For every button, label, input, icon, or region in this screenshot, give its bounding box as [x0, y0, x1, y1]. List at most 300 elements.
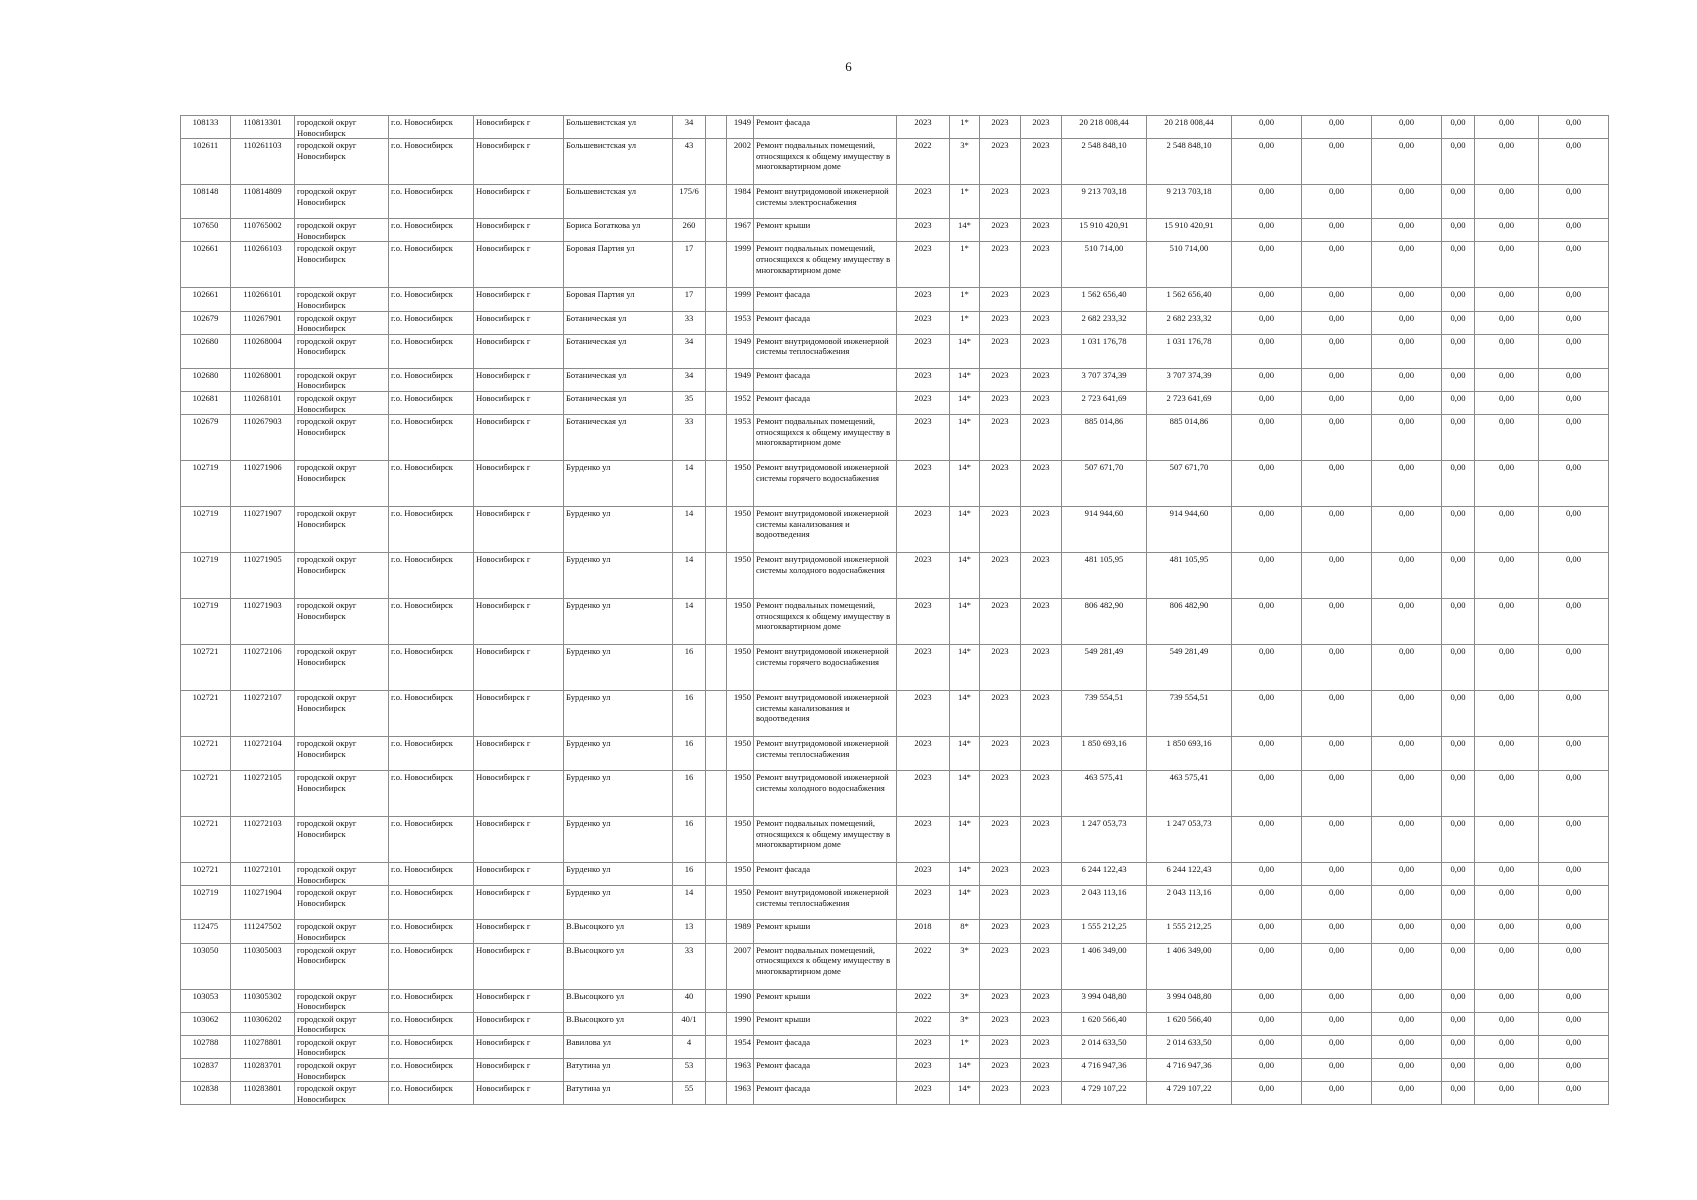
amount-cell-1: 0,00: [1232, 219, 1302, 242]
municipality-cell: городской округ Новосибирск: [295, 116, 389, 139]
amount-cell-3: 0,00: [1372, 415, 1442, 461]
amount-cell-3: 0,00: [1372, 507, 1442, 553]
amount-cell-5: 0,00: [1475, 334, 1539, 368]
house-id-cell: 102681: [181, 391, 231, 414]
amount-cell-1: 0,00: [1232, 1035, 1302, 1058]
building-cell: [706, 920, 727, 943]
work-id-cell: 110814809: [231, 185, 295, 219]
amount-cell-4: 0,00: [1442, 920, 1475, 943]
house-id-cell: 103050: [181, 943, 231, 989]
house-number-cell: 17: [673, 242, 706, 288]
amount-cell-3: 0,00: [1372, 817, 1442, 863]
work-id-cell: 110271905: [231, 553, 295, 599]
table-row: [181, 1012, 1609, 1035]
municipality-cell: городской округ Новосибирск: [295, 886, 389, 920]
amount-cell-6: 0,00: [1539, 943, 1609, 989]
building-cell: [706, 139, 727, 185]
end-year-cell: 2023: [1021, 943, 1062, 989]
house-id-cell: 102679: [181, 311, 231, 334]
year-built-cell: 1950: [727, 863, 754, 886]
house-number-cell: 16: [673, 645, 706, 691]
district-cell: г.о. Новосибирск: [389, 507, 474, 553]
start-year-cell: 2023: [980, 691, 1021, 737]
cost-total-cell: 1 850 693,16: [1062, 737, 1147, 771]
end-year-cell: 2023: [1021, 817, 1062, 863]
cost-fund-cell: 507 671,70: [1147, 461, 1232, 507]
work-id-cell: 110271906: [231, 461, 295, 507]
planned-year-cell: 2023: [897, 1059, 950, 1082]
amount-cell-4: 0,00: [1442, 139, 1475, 185]
amount-cell-1: 0,00: [1232, 185, 1302, 219]
amount-cell-5: 0,00: [1475, 288, 1539, 311]
work-type-cell: Ремонт фасада: [754, 1059, 897, 1082]
work-type-cell: Ремонт крыши: [754, 219, 897, 242]
work-id-cell: 110271904: [231, 886, 295, 920]
amount-cell-4: 0,00: [1442, 886, 1475, 920]
amount-cell-2: 0,00: [1302, 1059, 1372, 1082]
amount-cell-6: 0,00: [1539, 139, 1609, 185]
municipality-cell: городской округ Новосибирск: [295, 415, 389, 461]
reason-cell: 3*: [950, 139, 980, 185]
house-id-cell: 112475: [181, 920, 231, 943]
end-year-cell: 2023: [1021, 599, 1062, 645]
table-row: [181, 817, 1609, 863]
start-year-cell: 2023: [980, 1082, 1021, 1105]
amount-cell-4: 0,00: [1442, 1082, 1475, 1105]
end-year-cell: 2023: [1021, 1082, 1062, 1105]
amount-cell-5: 0,00: [1475, 415, 1539, 461]
settlement-cell: Новосибирск г: [474, 886, 564, 920]
year-built-cell: 2002: [727, 139, 754, 185]
start-year-cell: 2023: [980, 771, 1021, 817]
work-id-cell: 110813301: [231, 116, 295, 139]
start-year-cell: 2023: [980, 737, 1021, 771]
table-row: [181, 645, 1609, 691]
amount-cell-5: 0,00: [1475, 507, 1539, 553]
reason-cell: 14*: [950, 863, 980, 886]
amount-cell-4: 0,00: [1442, 691, 1475, 737]
year-built-cell: 1963: [727, 1082, 754, 1105]
street-cell: Бурденко ул: [564, 599, 673, 645]
amount-cell-4: 0,00: [1442, 771, 1475, 817]
building-cell: [706, 242, 727, 288]
district-cell: г.о. Новосибирск: [389, 691, 474, 737]
table-row: [181, 507, 1609, 553]
settlement-cell: Новосибирск г: [474, 920, 564, 943]
street-cell: В.Высоцкого ул: [564, 920, 673, 943]
work-type-cell: Ремонт внутридомовой инженерной системы горячего водоснабжения: [754, 645, 897, 691]
work-type-cell: Ремонт подвальных помещений, относящихся к общему имуществу в многоквартирном доме: [754, 599, 897, 645]
work-id-cell: 110278801: [231, 1035, 295, 1058]
cost-fund-cell: 1 850 693,16: [1147, 737, 1232, 771]
street-cell: Боровая Партия ул: [564, 288, 673, 311]
building-cell: [706, 185, 727, 219]
cost-fund-cell: 2 014 633,50: [1147, 1035, 1232, 1058]
cost-fund-cell: 914 944,60: [1147, 507, 1232, 553]
work-type-cell: Ремонт фасада: [754, 863, 897, 886]
house-id-cell: 108133: [181, 116, 231, 139]
cost-total-cell: 3 707 374,39: [1062, 368, 1147, 391]
table-row: [181, 242, 1609, 288]
amount-cell-3: 0,00: [1372, 886, 1442, 920]
settlement-cell: Новосибирск г: [474, 116, 564, 139]
amount-cell-3: 0,00: [1372, 920, 1442, 943]
house-number-cell: 43: [673, 139, 706, 185]
district-cell: г.о. Новосибирск: [389, 863, 474, 886]
reason-cell: 14*: [950, 415, 980, 461]
table-row: [181, 116, 1609, 139]
table-row: [181, 311, 1609, 334]
end-year-cell: 2023: [1021, 415, 1062, 461]
settlement-cell: Новосибирск г: [474, 242, 564, 288]
cost-fund-cell: 885 014,86: [1147, 415, 1232, 461]
cost-total-cell: 885 014,86: [1062, 415, 1147, 461]
street-cell: В.Высоцкого ул: [564, 943, 673, 989]
amount-cell-4: 0,00: [1442, 645, 1475, 691]
house-id-cell: 102837: [181, 1059, 231, 1082]
amount-cell-4: 0,00: [1442, 288, 1475, 311]
municipality-cell: городской округ Новосибирск: [295, 599, 389, 645]
amount-cell-5: 0,00: [1475, 645, 1539, 691]
amount-cell-6: 0,00: [1539, 219, 1609, 242]
street-cell: Бурденко ул: [564, 553, 673, 599]
street-cell: Бурденко ул: [564, 817, 673, 863]
year-built-cell: 1949: [727, 368, 754, 391]
amount-cell-5: 0,00: [1475, 139, 1539, 185]
reason-cell: 14*: [950, 886, 980, 920]
amount-cell-2: 0,00: [1302, 1035, 1372, 1058]
municipality-cell: городской округ Новосибирск: [295, 391, 389, 414]
cost-fund-cell: 6 244 122,43: [1147, 863, 1232, 886]
house-number-cell: 53: [673, 1059, 706, 1082]
cost-total-cell: 507 671,70: [1062, 461, 1147, 507]
work-id-cell: 110268004: [231, 334, 295, 368]
reason-cell: 14*: [950, 771, 980, 817]
cost-total-cell: 1 555 212,25: [1062, 920, 1147, 943]
start-year-cell: 2023: [980, 368, 1021, 391]
table-row: [181, 288, 1609, 311]
cost-total-cell: 1 406 349,00: [1062, 943, 1147, 989]
planned-year-cell: 2023: [897, 553, 950, 599]
amount-cell-1: 0,00: [1232, 817, 1302, 863]
work-type-cell: Ремонт внутридомовой инженерной системы электроснабжения: [754, 185, 897, 219]
amount-cell-5: 0,00: [1475, 553, 1539, 599]
amount-cell-1: 0,00: [1232, 415, 1302, 461]
table-row: [181, 1035, 1609, 1058]
amount-cell-2: 0,00: [1302, 219, 1372, 242]
amount-cell-4: 0,00: [1442, 334, 1475, 368]
house-id-cell: 102788: [181, 1035, 231, 1058]
table-row: [181, 461, 1609, 507]
house-id-cell: 102721: [181, 737, 231, 771]
work-type-cell: Ремонт крыши: [754, 989, 897, 1012]
planned-year-cell: 2023: [897, 1035, 950, 1058]
amount-cell-1: 0,00: [1232, 737, 1302, 771]
street-cell: Ботаническая ул: [564, 334, 673, 368]
year-built-cell: 1990: [727, 989, 754, 1012]
house-number-cell: 13: [673, 920, 706, 943]
planned-year-cell: 2023: [897, 334, 950, 368]
year-built-cell: 2007: [727, 943, 754, 989]
house-id-cell: 102719: [181, 461, 231, 507]
house-id-cell: 102661: [181, 242, 231, 288]
work-id-cell: 110272105: [231, 771, 295, 817]
amount-cell-2: 0,00: [1302, 139, 1372, 185]
amount-cell-5: 0,00: [1475, 242, 1539, 288]
start-year-cell: 2023: [980, 139, 1021, 185]
building-cell: [706, 599, 727, 645]
planned-year-cell: 2023: [897, 691, 950, 737]
house-id-cell: 102680: [181, 368, 231, 391]
municipality-cell: городской округ Новосибирск: [295, 461, 389, 507]
work-id-cell: 110271907: [231, 507, 295, 553]
table-row: [181, 1059, 1609, 1082]
reason-cell: 3*: [950, 1012, 980, 1035]
cost-total-cell: 4 729 107,22: [1062, 1082, 1147, 1105]
settlement-cell: Новосибирск г: [474, 368, 564, 391]
amount-cell-4: 0,00: [1442, 1059, 1475, 1082]
amount-cell-6: 0,00: [1539, 368, 1609, 391]
amount-cell-6: 0,00: [1539, 391, 1609, 414]
street-cell: Ботаническая ул: [564, 415, 673, 461]
street-cell: Большевистская ул: [564, 139, 673, 185]
work-type-cell: Ремонт крыши: [754, 920, 897, 943]
amount-cell-2: 0,00: [1302, 737, 1372, 771]
work-id-cell: 110266103: [231, 242, 295, 288]
district-cell: г.о. Новосибирск: [389, 311, 474, 334]
building-cell: [706, 415, 727, 461]
municipality-cell: городской округ Новосибирск: [295, 507, 389, 553]
reason-cell: 14*: [950, 461, 980, 507]
amount-cell-1: 0,00: [1232, 242, 1302, 288]
amount-cell-5: 0,00: [1475, 1012, 1539, 1035]
amount-cell-5: 0,00: [1475, 817, 1539, 863]
district-cell: г.о. Новосибирск: [389, 1082, 474, 1105]
street-cell: Бурденко ул: [564, 645, 673, 691]
amount-cell-1: 0,00: [1232, 116, 1302, 139]
cost-total-cell: 2 548 848,10: [1062, 139, 1147, 185]
planned-year-cell: 2023: [897, 817, 950, 863]
house-id-cell: 107650: [181, 219, 231, 242]
amount-cell-5: 0,00: [1475, 391, 1539, 414]
end-year-cell: 2023: [1021, 691, 1062, 737]
amount-cell-1: 0,00: [1232, 691, 1302, 737]
street-cell: Боровая Партия ул: [564, 242, 673, 288]
amount-cell-1: 0,00: [1232, 771, 1302, 817]
house-number-cell: 35: [673, 391, 706, 414]
district-cell: г.о. Новосибирск: [389, 139, 474, 185]
municipality-cell: городской округ Новосибирск: [295, 368, 389, 391]
building-cell: [706, 461, 727, 507]
reason-cell: 3*: [950, 989, 980, 1012]
amount-cell-3: 0,00: [1372, 311, 1442, 334]
municipality-cell: городской округ Новосибирск: [295, 920, 389, 943]
district-cell: г.о. Новосибирск: [389, 771, 474, 817]
year-built-cell: 1950: [727, 737, 754, 771]
amount-cell-4: 0,00: [1442, 1012, 1475, 1035]
house-number-cell: 16: [673, 737, 706, 771]
amount-cell-4: 0,00: [1442, 461, 1475, 507]
house-number-cell: 16: [673, 771, 706, 817]
year-built-cell: 1949: [727, 334, 754, 368]
reason-cell: 14*: [950, 507, 980, 553]
amount-cell-1: 0,00: [1232, 507, 1302, 553]
work-type-cell: Ремонт фасада: [754, 288, 897, 311]
settlement-cell: Новосибирск г: [474, 139, 564, 185]
amount-cell-2: 0,00: [1302, 242, 1372, 288]
reason-cell: 14*: [950, 645, 980, 691]
amount-cell-2: 0,00: [1302, 645, 1372, 691]
start-year-cell: 2023: [980, 311, 1021, 334]
settlement-cell: Новосибирск г: [474, 461, 564, 507]
start-year-cell: 2023: [980, 989, 1021, 1012]
reason-cell: 1*: [950, 311, 980, 334]
district-cell: г.о. Новосибирск: [389, 415, 474, 461]
reason-cell: 14*: [950, 817, 980, 863]
amount-cell-6: 0,00: [1539, 645, 1609, 691]
building-cell: [706, 691, 727, 737]
amount-cell-2: 0,00: [1302, 461, 1372, 507]
amount-cell-4: 0,00: [1442, 989, 1475, 1012]
year-built-cell: 1999: [727, 288, 754, 311]
amount-cell-5: 0,00: [1475, 863, 1539, 886]
cost-fund-cell: 2 548 848,10: [1147, 139, 1232, 185]
building-cell: [706, 1012, 727, 1035]
settlement-cell: Новосибирск г: [474, 691, 564, 737]
house-id-cell: 102838: [181, 1082, 231, 1105]
start-year-cell: 2023: [980, 507, 1021, 553]
amount-cell-4: 0,00: [1442, 185, 1475, 219]
cost-total-cell: 9 213 703,18: [1062, 185, 1147, 219]
street-cell: Большевистская ул: [564, 116, 673, 139]
settlement-cell: Новосибирск г: [474, 288, 564, 311]
municipality-cell: городской округ Новосибирск: [295, 737, 389, 771]
work-type-cell: Ремонт внутридомовой инженерной системы теплоснабжения: [754, 886, 897, 920]
amount-cell-2: 0,00: [1302, 185, 1372, 219]
end-year-cell: 2023: [1021, 116, 1062, 139]
settlement-cell: Новосибирск г: [474, 1059, 564, 1082]
end-year-cell: 2023: [1021, 645, 1062, 691]
amount-cell-6: 0,00: [1539, 185, 1609, 219]
amount-cell-6: 0,00: [1539, 507, 1609, 553]
amount-cell-4: 0,00: [1442, 415, 1475, 461]
work-type-cell: Ремонт внутридомовой инженерной системы канализования и водоотведения: [754, 691, 897, 737]
house-number-cell: 34: [673, 334, 706, 368]
municipality-cell: городской округ Новосибирск: [295, 311, 389, 334]
work-id-cell: 110268101: [231, 391, 295, 414]
district-cell: г.о. Новосибирск: [389, 185, 474, 219]
page-number: 6: [845, 59, 852, 74]
start-year-cell: 2023: [980, 886, 1021, 920]
street-cell: Бориса Богаткова ул: [564, 219, 673, 242]
planned-year-cell: 2023: [897, 886, 950, 920]
work-type-cell: Ремонт фасада: [754, 1082, 897, 1105]
amount-cell-6: 0,00: [1539, 415, 1609, 461]
house-number-cell: 40/1: [673, 1012, 706, 1035]
house-number-cell: 34: [673, 368, 706, 391]
amount-cell-4: 0,00: [1442, 553, 1475, 599]
building-cell: [706, 368, 727, 391]
work-id-cell: 110272103: [231, 817, 295, 863]
start-year-cell: 2023: [980, 863, 1021, 886]
cost-total-cell: 3 994 048,80: [1062, 989, 1147, 1012]
settlement-cell: Новосибирск г: [474, 817, 564, 863]
amount-cell-5: 0,00: [1475, 943, 1539, 989]
year-built-cell: 1954: [727, 1035, 754, 1058]
work-id-cell: 110267903: [231, 415, 295, 461]
amount-cell-5: 0,00: [1475, 737, 1539, 771]
amount-cell-4: 0,00: [1442, 737, 1475, 771]
settlement-cell: Новосибирск г: [474, 507, 564, 553]
amount-cell-5: 0,00: [1475, 116, 1539, 139]
cost-fund-cell: 739 554,51: [1147, 691, 1232, 737]
district-cell: г.о. Новосибирск: [389, 553, 474, 599]
building-cell: [706, 817, 727, 863]
street-cell: Вавилова ул: [564, 1035, 673, 1058]
cost-fund-cell: 2 043 113,16: [1147, 886, 1232, 920]
amount-cell-3: 0,00: [1372, 863, 1442, 886]
amount-cell-3: 0,00: [1372, 599, 1442, 645]
amount-cell-3: 0,00: [1372, 368, 1442, 391]
house-number-cell: 175/6: [673, 185, 706, 219]
amount-cell-2: 0,00: [1302, 415, 1372, 461]
house-id-cell: 102721: [181, 817, 231, 863]
amount-cell-3: 0,00: [1372, 334, 1442, 368]
planned-year-cell: 2023: [897, 645, 950, 691]
start-year-cell: 2023: [980, 415, 1021, 461]
amount-cell-1: 0,00: [1232, 886, 1302, 920]
planned-year-cell: 2022: [897, 989, 950, 1012]
district-cell: г.о. Новосибирск: [389, 116, 474, 139]
work-type-cell: Ремонт подвальных помещений, относящихся к общему имуществу в многоквартирном доме: [754, 415, 897, 461]
street-cell: Ботаническая ул: [564, 311, 673, 334]
amount-cell-4: 0,00: [1442, 368, 1475, 391]
municipality-cell: городской округ Новосибирск: [295, 1082, 389, 1105]
street-cell: Ватутина ул: [564, 1082, 673, 1105]
settlement-cell: Новосибирск г: [474, 943, 564, 989]
building-cell: [706, 219, 727, 242]
cost-total-cell: 1 620 566,40: [1062, 1012, 1147, 1035]
end-year-cell: 2023: [1021, 288, 1062, 311]
planned-year-cell: 2023: [897, 863, 950, 886]
work-id-cell: 110267901: [231, 311, 295, 334]
table-row: [181, 943, 1609, 989]
house-number-cell: 16: [673, 863, 706, 886]
start-year-cell: 2023: [980, 219, 1021, 242]
house-number-cell: 33: [673, 311, 706, 334]
amount-cell-1: 0,00: [1232, 368, 1302, 391]
planned-year-cell: 2023: [897, 116, 950, 139]
building-cell: [706, 553, 727, 599]
house-number-cell: 33: [673, 943, 706, 989]
start-year-cell: 2023: [980, 116, 1021, 139]
reason-cell: 14*: [950, 691, 980, 737]
end-year-cell: 2023: [1021, 507, 1062, 553]
amount-cell-1: 0,00: [1232, 943, 1302, 989]
amount-cell-3: 0,00: [1372, 645, 1442, 691]
cost-fund-cell: 1 562 656,40: [1147, 288, 1232, 311]
cost-total-cell: 1 562 656,40: [1062, 288, 1147, 311]
house-number-cell: 40: [673, 989, 706, 1012]
amount-cell-5: 0,00: [1475, 920, 1539, 943]
settlement-cell: Новосибирск г: [474, 599, 564, 645]
year-built-cell: 1950: [727, 553, 754, 599]
amount-cell-5: 0,00: [1475, 599, 1539, 645]
start-year-cell: 2023: [980, 185, 1021, 219]
year-built-cell: 1989: [727, 920, 754, 943]
amount-cell-5: 0,00: [1475, 1059, 1539, 1082]
cost-fund-cell: 1 555 212,25: [1147, 920, 1232, 943]
